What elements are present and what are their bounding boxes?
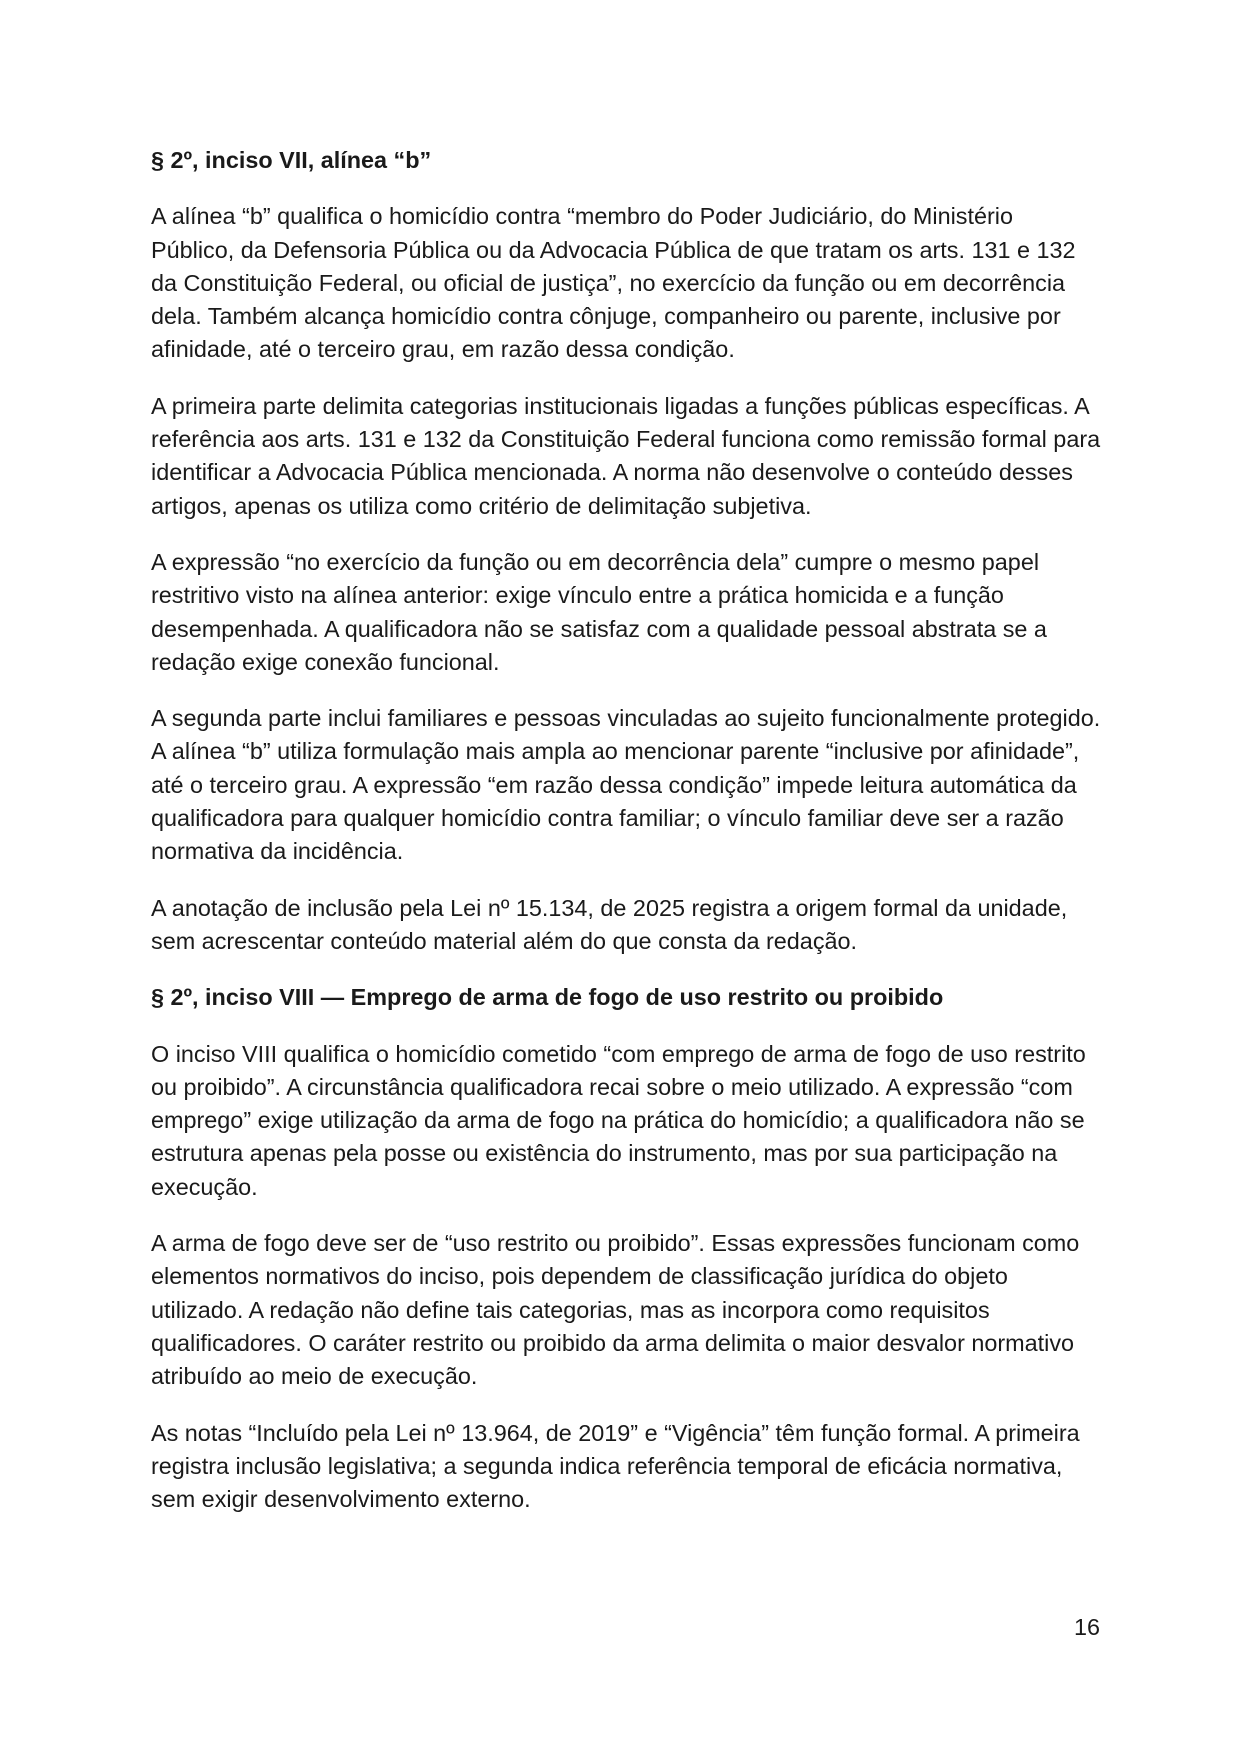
section-heading: § 2º, inciso VIII — Emprego de arma de fogo de uso restrito ou proibido (151, 984, 944, 1011)
section-heading: § 2º, inciso VII, alínea “b” (151, 147, 432, 173)
page-number: 16 (1073, 1614, 1100, 1640)
paragraph: O inciso VIII qualifica o homicídio cometido “com emprego de arma de fogo de uso restrito ou proibido”. A circunstância qualificadora recai sobre o meio utilizado. A expressão “com emprego” exige utilização da arma de fogo na prática do homicídio; a qualificadora não se estrutura apenas pela posse ou existência do instrumento, mas por sua participação na execução. (151, 1040, 1086, 1200)
paragraph: A primeira parte delimita categorias institucionais ligadas a funções públicas específicas. A referência aos arts. 131 e 132 da Constituição Federal funciona como remissão formal para identificar a Advocacia Pública mencionada. A norma não desenvolve o conteúdo desses artigos, apenas os utiliza como critério de delimitação subjetiva. (151, 392, 1101, 519)
section-inciso-vii-alinea-b (151, 144, 1101, 958)
document-page (151, 144, 1101, 1539)
section-inciso-viii (151, 981, 1101, 1516)
paragraph: A anotação de inclusão pela Lei nº 15.134, de 2025 registra a origem formal da unidade, sem acrescentar conteúdo material além do que consta da redação. (151, 894, 1068, 954)
paragraph: As notas “Incluído pela Lei nº 13.964, de 2019” e “Vigência” têm função formal. A primeira registra inclusão legislativa; a segunda indica referência temporal de eficácia normativa, sem exigir desenvolvimento externo. (151, 1419, 1080, 1513)
paragraph: A expressão “no exercício da função ou em decorrência dela” cumpre o mesmo papel restritivo visto na alínea anterior: exige vínculo entre a prática homicida e a função desempenhada. A qualificadora não se satisfaz com a qualidade pessoal abstrata se a redação exige conexão funcional. (151, 548, 1047, 675)
paragraph: A segunda parte inclui familiares e pessoas vinculadas ao sujeito funcionalmente protegido. A alínea “b” utiliza formulação mais ampla ao mencionar parente “inclusive por afinidade”, até o terceiro grau. A expressão “em razão dessa condição” impede leitura automática da qualificadora para qualquer homicídio contra familiar; o vínculo familiar deve ser a razão normativa da incidência. (151, 705, 1101, 865)
paragraph: A arma de fogo deve ser de “uso restrito ou proibido”. Essas expressões funcionam como elementos normativos do inciso, pois dependem de classificação jurídica do objeto utilizado. A redação não define tais categorias, mas as incorpora como requisitos qualificadores. O caráter restrito ou proibido da arma delimita o maior desvalor normativo atribuído ao meio de execução. (151, 1230, 1080, 1390)
paragraph: A alínea “b” qualifica o homicídio contra “membro do Poder Judiciário, do Ministério Público, da Defensoria Pública ou da Advocacia Pública de que tratam os arts. 131 e 132 da Constituição Federal, ou oficial de justiça”, no exercício da função ou em decorrência dela. Também alcança homicídio contra cônjuge, companheiro ou parente, inclusive por afinidade, até o terceiro grau, em razão dessa condição. (151, 203, 1076, 363)
